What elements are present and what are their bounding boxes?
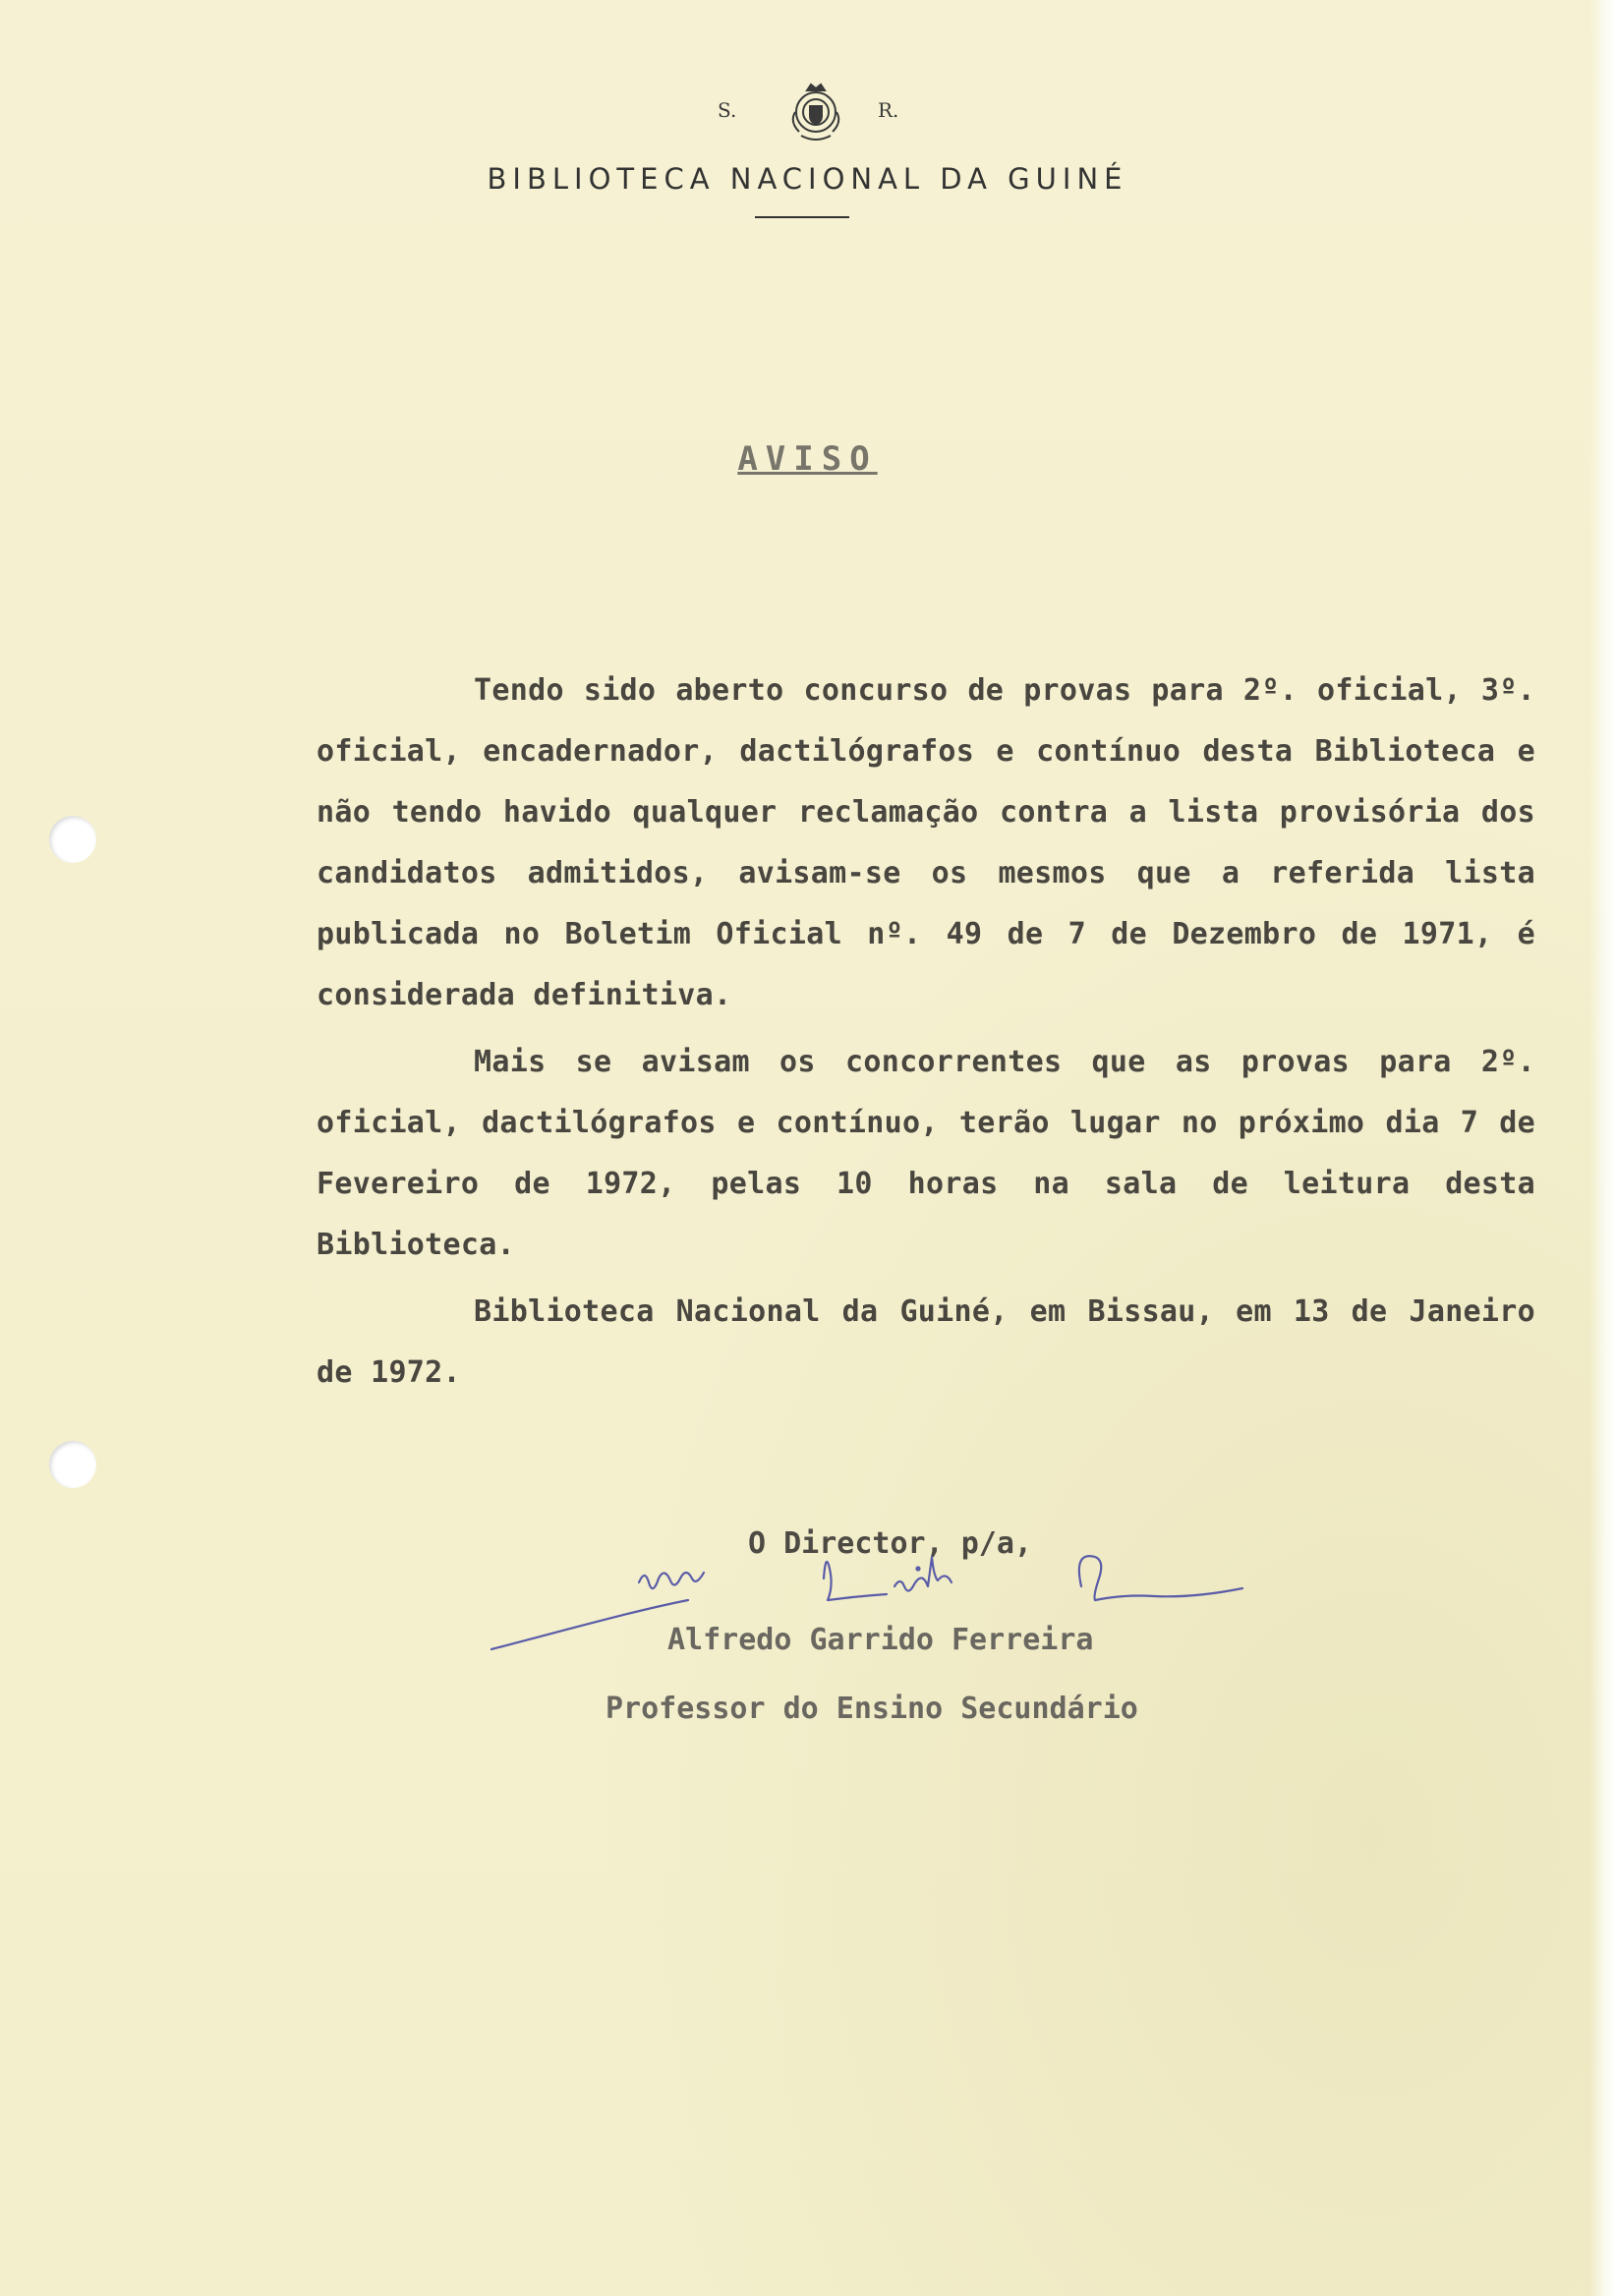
letterhead — [0, 88, 1615, 196]
signatory-name: Alfredo Garrido Ferreira — [667, 1623, 1094, 1657]
letterhead-right-initial: R. — [878, 98, 899, 122]
signatory-role: O Director, p/a, — [748, 1526, 1032, 1561]
signatory-position: Professor do Ensino Secundário — [606, 1692, 1138, 1726]
punch-hole-top — [49, 816, 96, 863]
letterhead-left-initial: S. — [718, 98, 737, 122]
document-body — [317, 660, 1535, 1409]
paragraph-2: Mais se avisam os concorrentes que as provas para 2º. oficial, dactilógrafos e contínuo, terão lugar no próximo dia 7 de Fevereiro de 1972, pelas 10 horas na sala de leitura desta Biblioteca. — [317, 1045, 1535, 1262]
document-title: AVISO — [737, 439, 878, 479]
paragraph-1: Tendo sido aberto concurso de provas para 2º. oficial, 3º. oficial, encadernador, dactilógrafos e contínuo desta Biblioteca e não tendo havido qualquer reclamação contra a lista provisória dos candidatos admitidos, avisam-se os mesmos que a referida lista publicada no Boletim Oficial nº. 49 de 7 de Dezembro de 1971, é considerada definitiva. — [317, 673, 1535, 1012]
coat-of-arms-icon — [781, 77, 850, 145]
organization-name: BIBLIOTECA NACIONAL DA GUINÉ — [487, 162, 1128, 196]
punch-hole-bottom — [49, 1441, 96, 1488]
paragraph-3: Biblioteca Nacional da Guiné, em Bissau, em 13 de Janeiro de 1972. — [317, 1294, 1535, 1390]
letterhead-divider — [755, 216, 849, 218]
handwritten-signature — [482, 1543, 1268, 1661]
paper-edge — [1589, 0, 1615, 2296]
